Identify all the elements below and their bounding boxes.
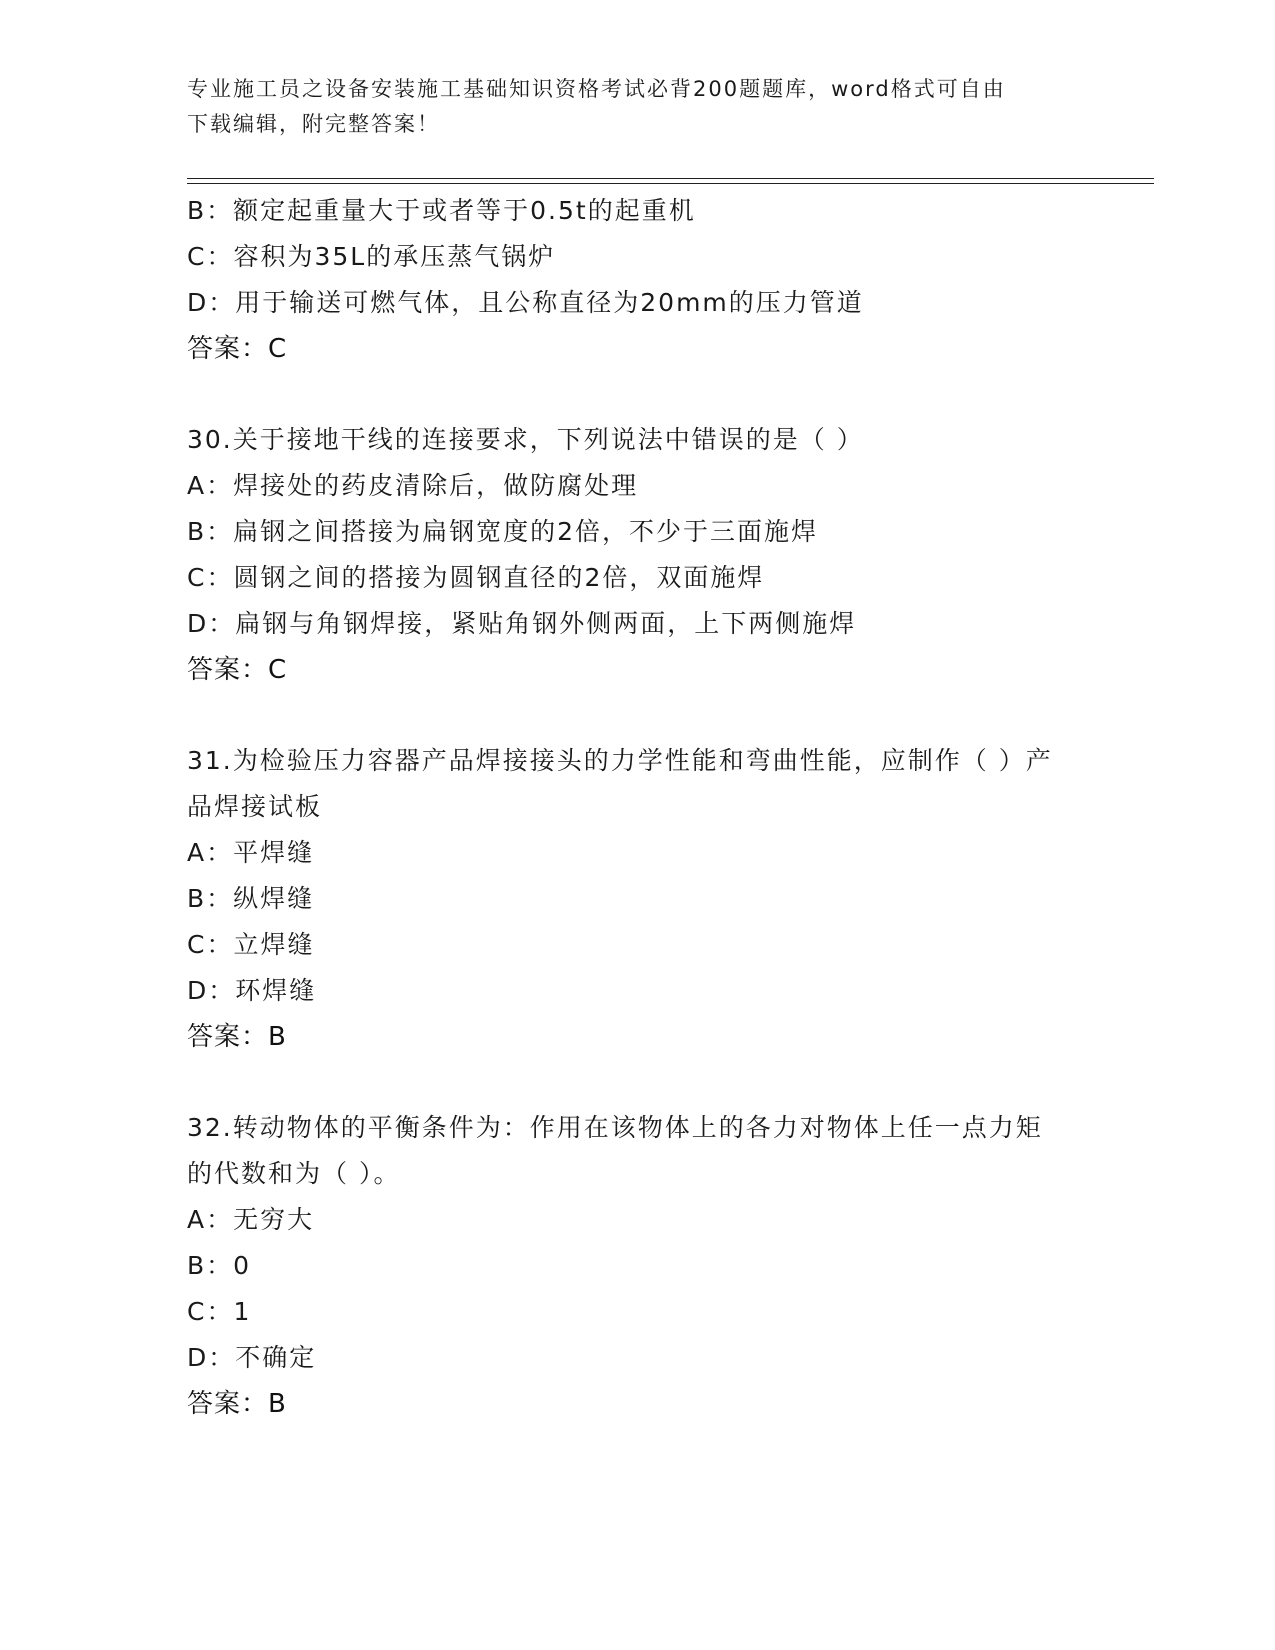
option-c: C：容积为35L的承压蒸气锅炉: [187, 242, 556, 271]
question-29-continued: [187, 188, 1087, 372]
option-c: C：立焊缝: [187, 930, 315, 959]
question-32: [187, 1105, 1087, 1427]
question-31: [187, 738, 1087, 1060]
option-a: A：平焊缝: [187, 838, 315, 867]
question-stem: 32.转动物体的平衡条件为：作用在该物体上的各力对物体上任一点力矩的代数和为（ ）。: [187, 1113, 1043, 1188]
question-stem: 30.关于接地干线的连接要求，下列说法中错误的是（ ）: [187, 425, 864, 454]
option-d: D：不确定: [187, 1343, 317, 1372]
question-30: [187, 417, 1087, 693]
header-line-1: 专业施工员之设备安装施工基础知识资格考试必背200题题库，word格式可自由: [187, 77, 1006, 101]
header-line-2: 下载编辑，附完整答案！: [187, 112, 440, 136]
document-header: [187, 72, 1087, 142]
answer-label: 答案：: [187, 655, 269, 685]
question-stem: 31.为检验压力容器产品焊接接头的力学性能和弯曲性能，应制作（ ）产品焊接试板: [187, 746, 1053, 821]
option-d: D：环焊缝: [187, 976, 317, 1005]
spacer: [187, 372, 1087, 417]
answer-label: 答案：: [187, 1022, 269, 1052]
header-rule-bottom: [187, 183, 1154, 184]
option-d: D：扁钢与角钢焊接，紧贴角钢外侧两面，上下两侧施焊: [187, 609, 857, 638]
option-c: C：圆钢之间的搭接为圆钢直径的2倍，双面施焊: [187, 563, 765, 592]
spacer: [187, 693, 1087, 738]
option-a: A：焊接处的药皮清除后，做防腐处理: [187, 471, 639, 500]
answer-line: [187, 647, 1087, 693]
answer-value: B: [268, 1389, 287, 1419]
answer-line: [187, 1014, 1087, 1060]
option-b: B：0: [187, 1251, 252, 1280]
question-list: [187, 188, 1087, 1427]
answer-line: [187, 326, 1087, 372]
answer-line: [187, 1381, 1087, 1427]
answer-value: C: [268, 655, 288, 685]
answer-label: 答案：: [187, 1389, 269, 1419]
option-d: D：用于输送可燃气体，且公称直径为20mm的压力管道: [187, 288, 864, 317]
header-rule-top: [187, 178, 1154, 179]
option-a: A：无穷大: [187, 1205, 315, 1234]
spacer: [187, 1060, 1087, 1105]
answer-value: C: [268, 334, 288, 364]
option-b: B：纵焊缝: [187, 884, 315, 913]
option-b: B：扁钢之间搭接为扁钢宽度的2倍，不少于三面施焊: [187, 517, 819, 546]
option-b: B：额定起重量大于或者等于0.5t的起重机: [187, 196, 696, 225]
answer-label: 答案：: [187, 334, 269, 364]
answer-value: B: [268, 1022, 287, 1052]
option-c: C：1: [187, 1297, 252, 1326]
